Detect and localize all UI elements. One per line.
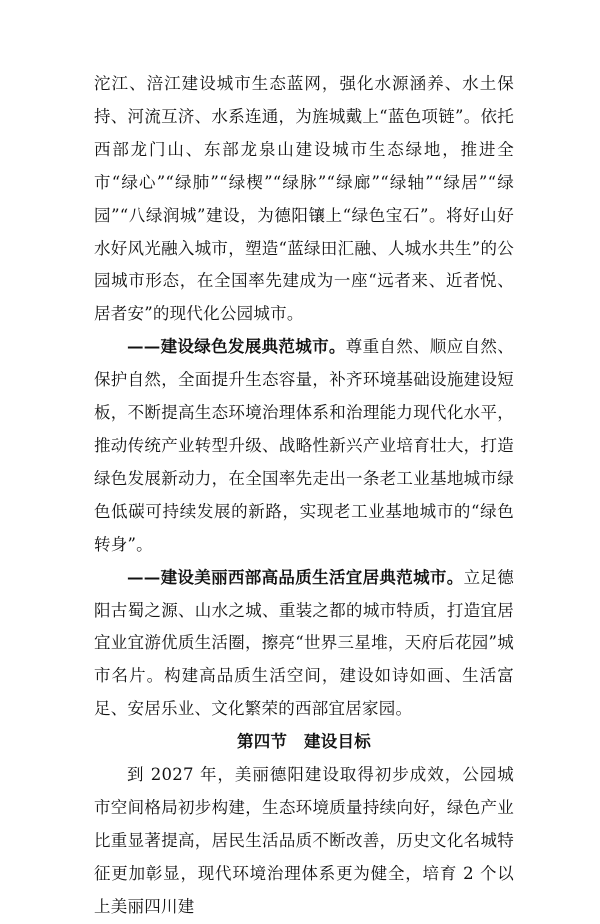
- green-development-lead: ——建设绿色发展典范城市。: [127, 337, 346, 357]
- livable-city-body: 立足德阳古蜀之源、山水之城、重装之都的城市特质，打造宜居宜业宜游优质生活圈，擦亮“世界三星堆，天府后花园”城市名片。构建高品质生活空间，建设如诗如画、生活富足、安居乐业、文化繁荣的西部宜居家园。: [94, 567, 515, 719]
- paragraph-green-development: [94, 331, 514, 561]
- green-development-body: 尊重自然、顺应自然、保护自然，全面提升生态容量，补齐环境基础设施建设短板，不断提高生态环境治理体系和治理能力现代化水平，推动传统产业转型升级、战略性新兴产业培育壮大，打造绿色发展新动力，在全国率先走出一条老工业基地城市绿色低碳可持续发展的新路，实现老工业基地城市的“绿色转身”。: [94, 337, 515, 554]
- livable-city-lead: ——建设美丽西部高品质生活宜居典范城市。: [127, 567, 464, 587]
- paragraph-2027-goals: 到 2027 年，美丽德阳建设取得初步成效，公园城市空间格局初步构建，生态环境质量持续向好，绿色产业比重显著提高，居民生活品质不断改善，历史文化名城特征更加彰显，现代环境治理体系更为健全，培育 2 个以上美丽四川建: [94, 765, 514, 916]
- paragraph-blue-green-network: 沱江、涪江建设城市生态蓝网，强化水源涵养、水土保持、河流互济、水系连通，为旌城戴上“蓝色项链”。依托西部龙门山、东部龙泉山建设城市生态绿地，推进全市“绿心”“绿肺”“绿楔”“绿脉”“绿廊”“绿轴”“绿居”“绿园”“八绿润城”建设，为德阳镶上“绿色宝石”。将好山好水好风光融入城市，塑造“蓝绿田汇融、人城水共生”的公园城市形态，在全国率先建成为一座“远者来、近者悦、居者安”的现代化公园城市。: [94, 74, 514, 324]
- section-heading: 第四节 建设目标: [237, 732, 371, 752]
- paragraph-livable-city: [94, 562, 514, 727]
- document-body: [94, 68, 514, 924]
